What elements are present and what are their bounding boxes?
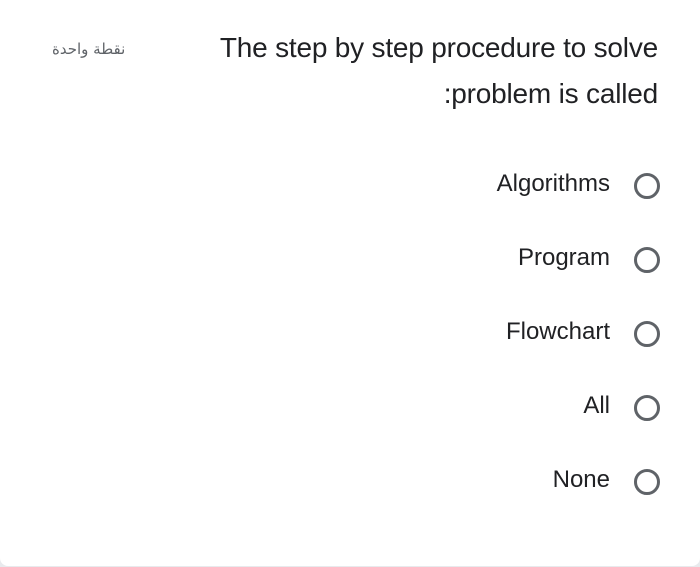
option-label: Flowchart <box>505 318 610 345</box>
option-all[interactable] <box>260 387 660 461</box>
radio-button[interactable] <box>634 395 660 421</box>
radio-button[interactable] <box>634 469 660 495</box>
option-program[interactable] <box>260 239 660 313</box>
option-none[interactable] <box>260 461 660 535</box>
option-label: Program <box>517 244 610 271</box>
option-label: Algorithms <box>496 170 610 197</box>
options-list <box>260 165 660 535</box>
radio-button[interactable] <box>634 321 660 347</box>
radio-button[interactable] <box>634 247 660 273</box>
option-flowchart[interactable] <box>260 313 660 387</box>
option-label: None <box>552 466 610 493</box>
option-label: All <box>583 392 610 419</box>
points-label: نقطة واحدة <box>52 40 126 58</box>
question-title: The step by step procedure to solve <box>219 32 658 63</box>
radio-button[interactable] <box>634 173 660 199</box>
option-algorithms[interactable] <box>260 165 660 239</box>
question-title-continued: :problem is called <box>443 78 658 109</box>
